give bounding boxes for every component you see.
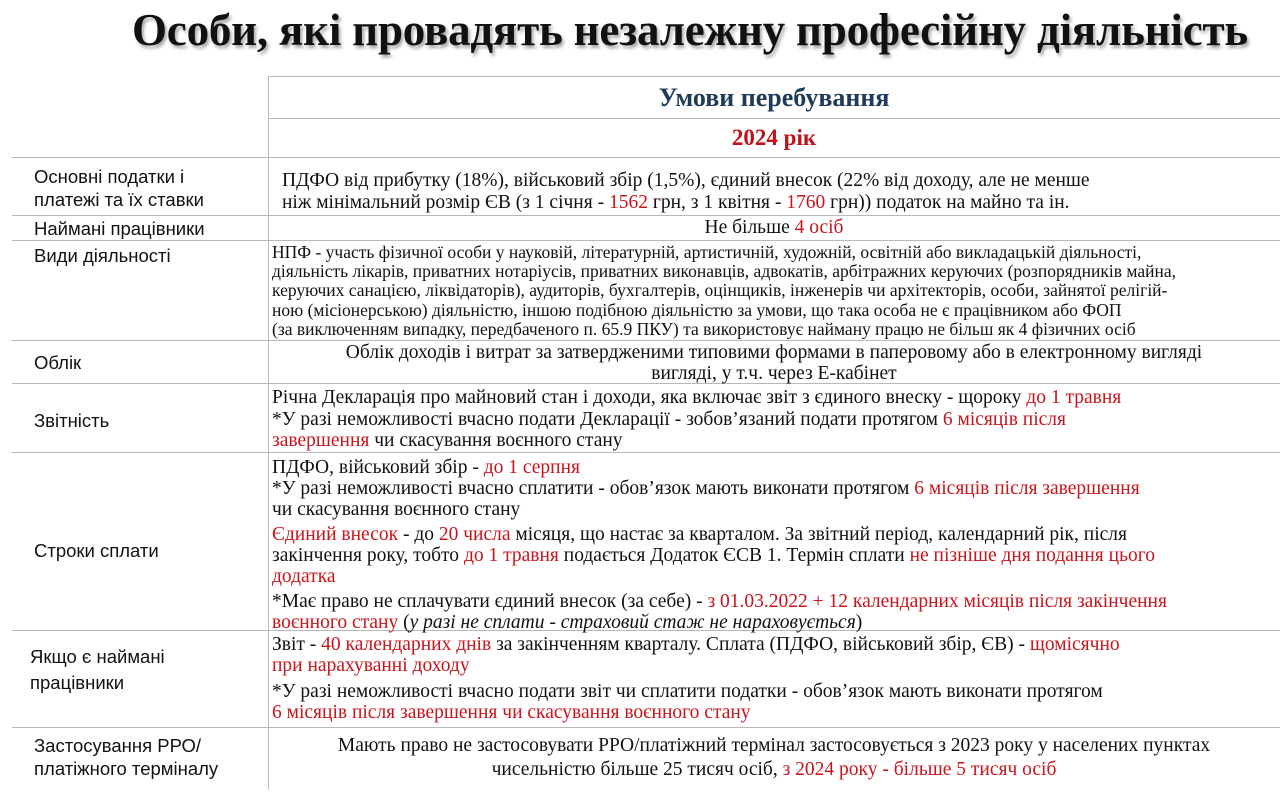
body-text: ною (місіонерською) діяльністю, іншою подібною діяльністю за умови, що така особа не є працівником або ФОП [272,299,1122,320]
body-text: (за виключенням випадку, передбаченого п. 65.9 ПКУ) та використовує найману працю не більш як 4 фізичних осіб [272,318,1136,339]
cell-line [272,612,1167,633]
cell-line [272,262,1176,281]
body-text: ( [398,612,410,633]
highlight-text: 1562 [608,192,648,213]
highlight-text: 6 місяців після завершення [914,478,1140,499]
body-text: *У разі неможливості вчасно сплатити - обов’язок мають виконати протягом [272,478,915,499]
page-title: Особи, які провадять незалежну професійну діяльність [132,5,1248,55]
grid-line [12,727,1280,728]
cell-line [268,734,1280,758]
cell-line [272,524,1167,545]
grid-line [12,240,1280,241]
grid-line [12,215,1280,216]
cell-accounting [268,342,1280,384]
highlight-text: з 2024 року - більше 5 тисяч осіб [782,759,1057,780]
cell-line [272,430,1121,451]
cell-line [272,320,1176,339]
body-text: чи скасування воєнного стану [369,430,623,451]
grid-line [268,76,1280,77]
highlight-text: 4 осіб [794,217,844,238]
grid-line [12,452,1280,453]
cell-activities [272,243,1176,339]
cell-line [268,342,1280,363]
year-header: 2024 рік [731,125,817,150]
body-text: у разі не сплати - страховий стаж не нараховується [409,612,856,633]
row-label-taxes: Основні податки і платежі та їх ставки [34,166,204,210]
body-text: місяця, що настає за кварталом. За звітний період, календарний рік, після [510,524,1127,545]
body-text: чисельністю більше 25 тисяч осіб, [491,759,783,780]
row-label-accounting: Облік [34,352,82,373]
cell-reporting [272,387,1121,451]
highlight-text: 1760 [786,192,826,213]
row-label-employees: Наймані працівники [34,218,205,239]
cell-line [272,545,1167,566]
body-text: грн)) податок на майно та ін. [825,192,1070,213]
cell-line [282,170,1090,192]
cell-hired-workers [272,634,1120,723]
body-text: чи скасування воєнного стану [272,499,521,520]
body-text: НПФ - участь фізичної особи у науковій, літературній, артистичній, художній, освітній або викладацькій діяльності, [272,242,1142,262]
grid-line [12,340,1280,341]
body-text: Не більше [704,217,795,238]
row-label-activities: Види діяльності [34,245,171,266]
body-text: подається Додаток ЄСВ 1. Термін сплати [558,545,910,566]
row-label-rro: Застосування РРО/ платіжного терміналу [34,735,219,779]
cell-line [272,478,1167,499]
body-text: ПДФО, військовий збір - [272,457,484,478]
cell-line [268,363,1280,384]
cell-line [272,457,1167,478]
cell-employees [268,217,1280,238]
highlight-text: з 01.03.2022 + 12 календарних місяців після закінчення [707,591,1167,612]
cell-line [272,681,1120,702]
body-text: *У разі неможливості вчасно подати Декларації - зобов’язаний подати протягом [272,409,943,430]
cell-rro [268,734,1280,782]
cell-line [272,301,1176,320]
highlight-text: 40 календарних днів [321,634,492,655]
cell-line [272,634,1120,655]
grid-line [12,157,1280,158]
cell-payment-terms [272,457,1167,633]
cell-line [268,758,1280,782]
body-text: ПДФО від прибутку (18%), військовий збір (1,5%), єдиний внесок (22% від доходу, але не менше [282,170,1090,191]
highlight-text: Єдиний внесок [272,524,399,545]
cell-line [272,566,1167,587]
body-text: грн, з 1 квітня - [647,192,787,213]
body-text: *Має право не сплачувати єдиний внесок (за себе) - [272,591,708,612]
cell-line [282,192,1090,214]
conditions-header: Умови перебування [658,83,890,112]
highlight-text: завершення [272,430,370,451]
grid-line [268,118,1280,119]
body-text: ) [855,612,863,633]
cell-line [272,281,1176,300]
cell-line [272,655,1120,676]
highlight-text: до 1 серпня [483,457,581,478]
body-text: закінчення року, тобто [272,545,464,566]
body-text: вигляді, у т.ч. через Е-кабінет [651,363,897,384]
highlight-text: воєнного стану [272,612,399,633]
highlight-text: 6 місяців після завершення чи скасування воєнного стану [272,702,751,723]
highlight-text: при нарахуванні доходу [272,655,470,676]
body-text: - до [398,524,439,545]
body-text: Мають право не застосовувати РРО/платіжний термінал застосовується з 2023 року у населених пунктах [337,735,1211,756]
cell-line [272,387,1121,408]
cell-line [272,243,1176,262]
body-text: діяльність лікарів, приватних нотаріусів, приватних виконавців, адвокатів, арбітражних керуючих (розпорядників майна, [272,261,1176,282]
body-text: за закінченням кварталу. Сплата (ПДФО, військовий збір, ЄВ) - [491,634,1030,655]
body-text: Облік доходів і витрат за затвердженими типовими формами в паперовому або в електронному вигляді [345,342,1203,363]
cell-taxes [282,170,1090,214]
row-label-payment-terms: Строки сплати [34,540,159,561]
highlight-text: 6 місяців після [942,409,1067,430]
highlight-text: 20 числа [438,524,511,545]
highlight-text: до 1 травня [1026,387,1122,408]
body-text: керуючих санацією, ліквідаторів), аудиторів, бухгалтерів, оцінщиків, інженерів чи архітекторів, особи, зайнятої релігій- [272,280,1168,301]
body-text: ніж мінімальний розмір ЄВ (з 1 січня - [282,192,609,213]
highlight-text: до 1 травня [463,545,559,566]
cell-line [268,217,1280,238]
cell-line [272,409,1121,430]
row-label-hired-workers: Якщо є наймані працівники [30,646,165,693]
cell-line [272,702,1120,723]
body-text: Річна Декларація про майновий стан і доходи, яка включає звіт з єдиного внеску - щороку [272,387,1027,408]
highlight-text: щомісячно [1029,634,1120,655]
cell-line [272,499,1167,520]
body-text: *У разі неможливості вчасно подати звіт чи сплатити податки - обов’язок мають виконати протягом [272,681,1103,702]
row-label-reporting: Звітність [34,410,110,431]
grid-line [268,76,269,790]
highlight-text: не пізніше дня подання цього [909,545,1155,566]
body-text: Звіт - [272,634,322,655]
highlight-text: додатка [272,566,336,587]
cell-line [272,591,1167,612]
